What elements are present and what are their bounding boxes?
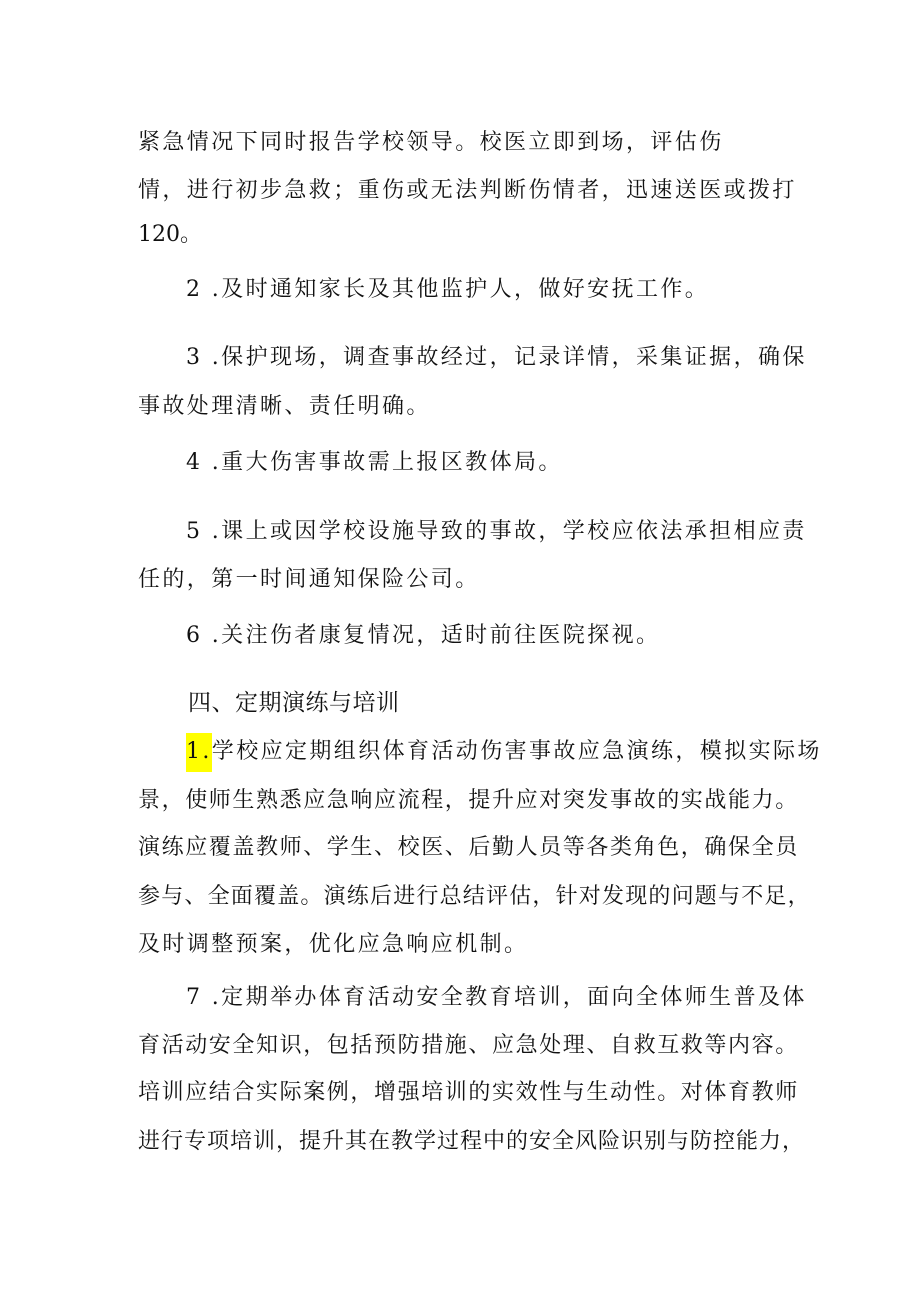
paragraph-line: 任的，第一时间通知保险公司。 [138,567,480,592]
paragraph-line: 进行专项培训，提升其在教学过程中的安全风险识别与防控能力， [138,1129,806,1154]
list-item-4: 4 .重大伤害事故需上报区教体局。 [186,450,563,475]
paragraph-line: 演练应覆盖教师、学生、校医、后勤人员等各类角色，确保全员 [138,835,799,860]
list-item-2: 2 .及时通知家长及其他监护人，做好安抚工作。 [186,277,710,302]
paragraph-line: 培训应结合实际案例，增强培训的实效性与生动性。对体育教师 [138,1080,799,1105]
list-item-6: 6 .关注伤者康复情况，适时前往医院探视。 [186,623,661,648]
paragraph-line: 及时调整预案，优化应急响应机制。 [138,932,529,957]
paragraph-line: 事故处理清晰、责任明确。 [138,394,431,419]
paragraph-line: 120。 [138,222,202,247]
section-heading: 四、定期演练与培训 [188,690,400,716]
highlighted-number: 1. [186,733,212,772]
list-item-1 [186,737,822,767]
paragraph-line: 紧急情况下同时报告学校领导。校医立即到场，评估伤 [138,130,724,155]
paragraph-line: 景，使师生熟悉应急响应流程，提升应对突发事故的实战能力。 [138,788,799,813]
paragraph-line: 情，进行初步急救；重伤或无法判断伤情者，迅速送医或拨打 [138,178,797,203]
paragraph-line: 参与、全面覆盖。演练后进行总结评估，针对发现的问题与不足， [138,884,811,909]
list-item-text: 学校应定期组织体育活动伤害事故应急演练，模拟实际场 [211,739,822,764]
list-item-3: 3 .保护现场，调查事故经过，记录详情，采集证据，确保 [186,345,807,370]
paragraph-line: 育活动安全知识，包括预防措施、应急处理、自救互救等内容。 [138,1033,799,1058]
list-item-5: 5 .课上或因学校设施导致的事故，学校应依法承担相应责 [186,519,807,544]
list-item-7: 7 .定期举办体育活动安全教育培训，面向全体师生普及体 [186,985,807,1010]
